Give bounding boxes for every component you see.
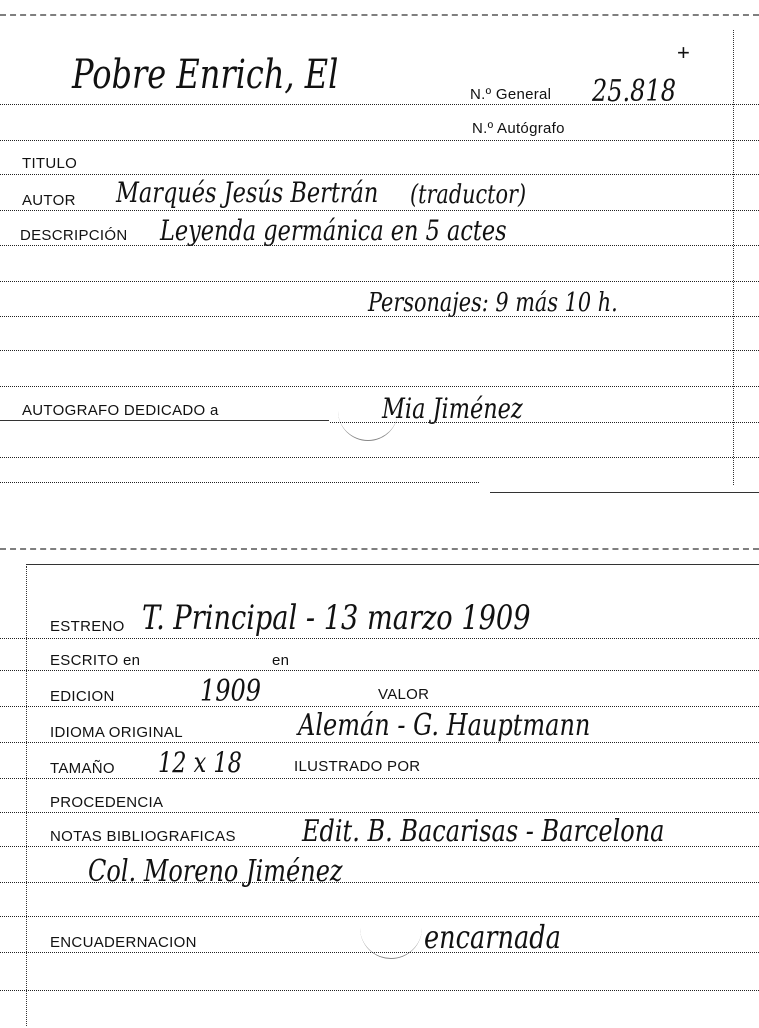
notas-label: NOTAS BIBLIOGRAFICAS — [50, 828, 236, 845]
autograph-number-label: N.º Autógrafo — [472, 120, 565, 137]
idioma-label: IDIOMA ORIGINAL — [50, 724, 183, 741]
rule — [0, 990, 759, 991]
escrito-label: ESCRITO en — [50, 652, 141, 669]
idioma-value: Alemán - G. Hauptmann — [298, 708, 591, 743]
rule — [0, 916, 759, 917]
encuadernacion-value: encarnada — [424, 918, 561, 956]
rule — [0, 706, 759, 707]
notas-line2: Col. Moreno Jiménez — [88, 854, 343, 889]
rule — [0, 670, 759, 671]
edicion-value: 1909 — [200, 674, 262, 709]
autor-note: (traductor) — [410, 180, 527, 210]
dedicado-value: Mia Jiménez — [382, 392, 523, 425]
descripcion-label: DESCRIPCIÓN — [20, 227, 128, 244]
erased-mark — [360, 920, 422, 959]
card-top-edge — [26, 564, 759, 565]
rule — [0, 638, 759, 639]
encuadernacion-label: ENCUADERNACION — [50, 934, 197, 951]
rule — [0, 482, 479, 483]
scan-edge-noise — [0, 548, 759, 556]
tamano-label: TAMAÑO — [50, 760, 115, 777]
rule — [0, 140, 759, 141]
scan-edge-noise — [0, 14, 759, 22]
card-edge — [733, 30, 734, 485]
autor-label: AUTOR — [22, 192, 76, 209]
descripcion-value: Leyenda germánica en 5 actes — [160, 214, 507, 247]
rule — [0, 742, 759, 743]
autor-value: Marqués Jesús Bertrán — [116, 176, 379, 209]
handwritten-title: Pobre Enrich, El — [72, 52, 339, 98]
rule — [0, 882, 759, 883]
rule — [0, 778, 759, 779]
plus-mark: + — [677, 40, 691, 65]
rule — [0, 846, 759, 847]
catalog-card-back — [0, 540, 759, 1028]
rule — [0, 457, 759, 458]
rule — [0, 210, 759, 211]
underline — [0, 420, 329, 421]
valor-label: VALOR — [378, 686, 430, 703]
rule — [0, 104, 759, 105]
rule — [0, 281, 759, 282]
ilustrado-label: ILUSTRADO POR — [294, 758, 421, 775]
notas-value: Edit. B. Bacarisas - Barcelona — [302, 814, 665, 849]
personajes-note: Personajes: 9 más 10 h. — [368, 288, 618, 318]
titulo-label: TITULO — [22, 155, 78, 172]
procedencia-label: PROCEDENCIA — [50, 794, 164, 811]
estreno-value: T. Principal - 13 marzo 1909 — [142, 598, 531, 638]
rule — [0, 952, 759, 953]
rule — [330, 422, 759, 423]
card-bottom-edge — [490, 492, 759, 493]
dedicado-label: AUTOGRAFO DEDICADO a — [22, 402, 219, 419]
edicion-label: EDICION — [50, 688, 115, 705]
rule — [0, 350, 759, 351]
estreno-label: ESTRENO — [50, 618, 125, 635]
rule — [0, 174, 759, 175]
general-number-value: 25.818 — [592, 74, 676, 109]
catalog-card-front — [0, 0, 759, 495]
card-edge — [26, 566, 27, 1026]
rule — [0, 245, 759, 246]
rule — [0, 812, 759, 813]
rule — [0, 386, 759, 387]
tamano-value: 12 x 18 — [158, 746, 242, 779]
rule — [0, 316, 759, 317]
escrito-en-label: en — [272, 652, 290, 669]
general-number-label: N.º General — [470, 86, 552, 103]
